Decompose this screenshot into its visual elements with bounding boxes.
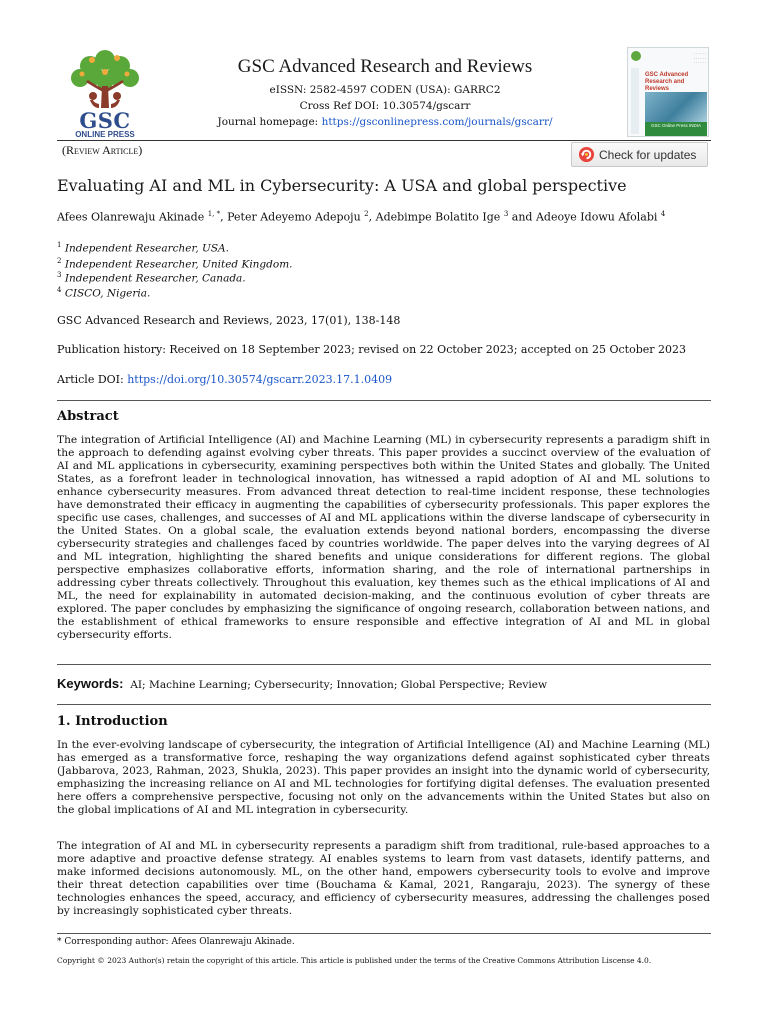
- divider: [57, 704, 711, 705]
- affiliation-number: 1: [57, 241, 62, 249]
- author-affiliation-marker: 1, *: [207, 210, 221, 218]
- divider: [57, 400, 711, 401]
- logo-subtext: ONLINE PRESS: [75, 130, 135, 139]
- author-name: Adebimpe Bolatito Ige: [375, 210, 504, 224]
- crossref-doi-line: Cross Ref DOI: 10.30574/gscarr: [299, 100, 471, 112]
- article-type-label: Review Article: [66, 143, 139, 157]
- journal-title: GSC Advanced Research and Reviews: [237, 56, 533, 77]
- issn-line: eISSN: 2582-4597 CODEN (USA): GARRC2: [269, 84, 501, 96]
- cover-band: GSC Online Press INDIA: [645, 122, 707, 136]
- body-paragraph: In the ever-evolving landscape of cybersecurity, the integration of Artificial Intelligence (AI) and Machine Learning (ML) has emerged as a transformative force, reshaping the way organizations defend against sophisticated cyber threats (Jabbarova, 2023, Rahman, 2023, Shukla, 2023). This paper provides an insight into the dynamic world of cybersecurity, emphasizing the increasing reliance on AI and ML technologies for fortifying digital defenses. The evaluation presented here offers a comprehensive perspective, focusing not only on the advancements within the United States but also on the global implications of AI and ML integration in cybersecurity.: [57, 739, 710, 816]
- header-divider: [57, 140, 711, 141]
- affiliation: [57, 271, 246, 285]
- affiliation-text: Independent Researcher, USA.: [64, 242, 229, 255]
- keywords: [57, 676, 717, 691]
- footnote-divider: [57, 933, 711, 934]
- citation: GSC Advanced Research and Reviews, 2023, 17(01), 138-148: [57, 314, 401, 327]
- section-heading: 1. Introduction: [57, 714, 168, 729]
- cover-title: GSC Advanced Research and Reviews: [645, 72, 689, 92]
- check-for-updates-button[interactable]: [571, 142, 708, 167]
- logo-text: GSC: [79, 108, 131, 133]
- author-name: Afees Olanrewaju Akinade: [57, 210, 208, 224]
- cover-top-lines: · · · · · · · · · · · · · · · · · ·: [693, 52, 706, 65]
- article-type: (Review Article): [62, 143, 143, 157]
- copyright-notice: Copyright © 2023 Author(s) retain the copyright of this article. This article is published under the terms of the Creative Commons Attribution Liscense 4.0.: [57, 956, 652, 965]
- publication-history: Publication history: Received on 18 September 2023; revised on 22 October 2023; accepted on 25 October 2023: [57, 343, 687, 356]
- affiliation: [57, 257, 293, 271]
- homepage-link[interactable]: https://gsconlinepress.com/journals/gscarr/: [321, 116, 553, 128]
- abstract-heading: Abstract: [57, 409, 119, 424]
- keywords-text: AI; Machine Learning; Cybersecurity; Innovation; Global Perspective; Review: [130, 679, 548, 691]
- affiliation: [57, 241, 229, 255]
- corresponding-author: * Corresponding author: Afees Olanrewaju Akinade.: [57, 937, 295, 947]
- author-list: [57, 210, 737, 224]
- check-updates-icon: [578, 146, 595, 163]
- author-separator: ,: [220, 210, 228, 224]
- author-affiliation-marker: 2: [364, 210, 369, 218]
- journal-homepage-line: [210, 116, 560, 128]
- affiliation-number: 3: [57, 271, 62, 279]
- affiliation-text: Independent Researcher, United Kingdom.: [64, 258, 293, 271]
- cover-logo-icon: [631, 51, 641, 61]
- author-affiliation-marker: 3: [503, 210, 509, 218]
- article-doi: [57, 373, 392, 386]
- affiliation: [57, 286, 150, 300]
- homepage-label: Journal homepage:: [217, 116, 322, 128]
- article-title: Evaluating AI and ML in Cybersecurity: A USA and global perspective: [57, 176, 627, 195]
- cover-side-strip: [631, 68, 639, 134]
- affiliation-text: Independent Researcher, Canada.: [64, 272, 246, 285]
- author-separator: ,: [368, 210, 376, 224]
- doi-label: Article DOI:: [57, 373, 128, 386]
- divider: [57, 664, 711, 665]
- check-updates-label: Check for updates: [599, 148, 697, 162]
- abstract-text: The integration of Artificial Intelligence (AI) and Machine Learning (ML) in cybersecurity represents a paradigm shift in the approach to defending against evolving cyber threats. This paper provides a succinct overview of the evaluation of AI and ML applications in cybersecurity, examining perspectives both within the United States and globally. The United States, as a forefront leader in technological innovation, has witnessed a rapid adoption of AI and ML solutions to enhance cybersecurity measures. From advanced threat detection to real-time incident response, these technologies have demonstrated their efficacy in augmenting the capabilities of cybersecurity professionals. This paper explores the specific use cases, challenges, and successes of AI and ML applications within the diverse landscape of cybersecurity in the United States. On a global scale, the evaluation extends beyond national borders, encompassing the diverse cybersecurity strategies and challenges faced by countries worldwide. The paper delves into the varying degrees of AI and ML integration, highlighting the shared benefits and unique considerations for different regions. The global perspective emphasizes collaborative efforts, information sharing, and the role of international partnerships in addressing cyber threats collectively. Throughout this evaluation, key themes such as the ethical implications of AI and ML, the need for explainability in automated decision-making, and the continuous evolution of cyber threats are explored. The paper concludes by emphasizing the significance of ongoing research, collaboration between nations, and the establishment of ethical frameworks to ensure responsible and effective integration of AI and ML in global cybersecurity efforts.: [57, 434, 710, 641]
- doi-link[interactable]: https://doi.org/10.30574/gscarr.2023.17.1.0409: [127, 373, 393, 386]
- keywords-label: Keywords:: [57, 676, 124, 691]
- affiliation-text: CISCO, Nigeria.: [64, 287, 151, 300]
- author-name: Peter Adeyemo Adepoju: [227, 210, 365, 224]
- author-name: Adeoye Idowu Afolabi: [535, 210, 661, 224]
- author-affiliation-marker: 4: [660, 210, 666, 218]
- body-paragraph: The integration of AI and ML in cybersecurity represents a paradigm shift from traditional, rule-based approaches to a more adaptive and proactive defense strategy. AI enables systems to learn from vast datasets, identify patterns, and make informed decisions autonomously. ML, on the other hand, empowers cybersecurity tools to evolve and improve their threat detection capabilities over time (Bouchama & Kamal, 2021, Rangaraju, 2023). The synergy of these technologies enhances the speed, accuracy, and efficiency of cybersecurity measures, addressing the challenges posed by increasingly sophisticated cyber threats.: [57, 840, 710, 917]
- affiliation-number: 4: [57, 286, 62, 294]
- cover-photo: [645, 92, 707, 122]
- affiliation-number: 2: [57, 257, 62, 265]
- journal-cover-image: [627, 47, 709, 137]
- author-separator: and: [508, 210, 536, 224]
